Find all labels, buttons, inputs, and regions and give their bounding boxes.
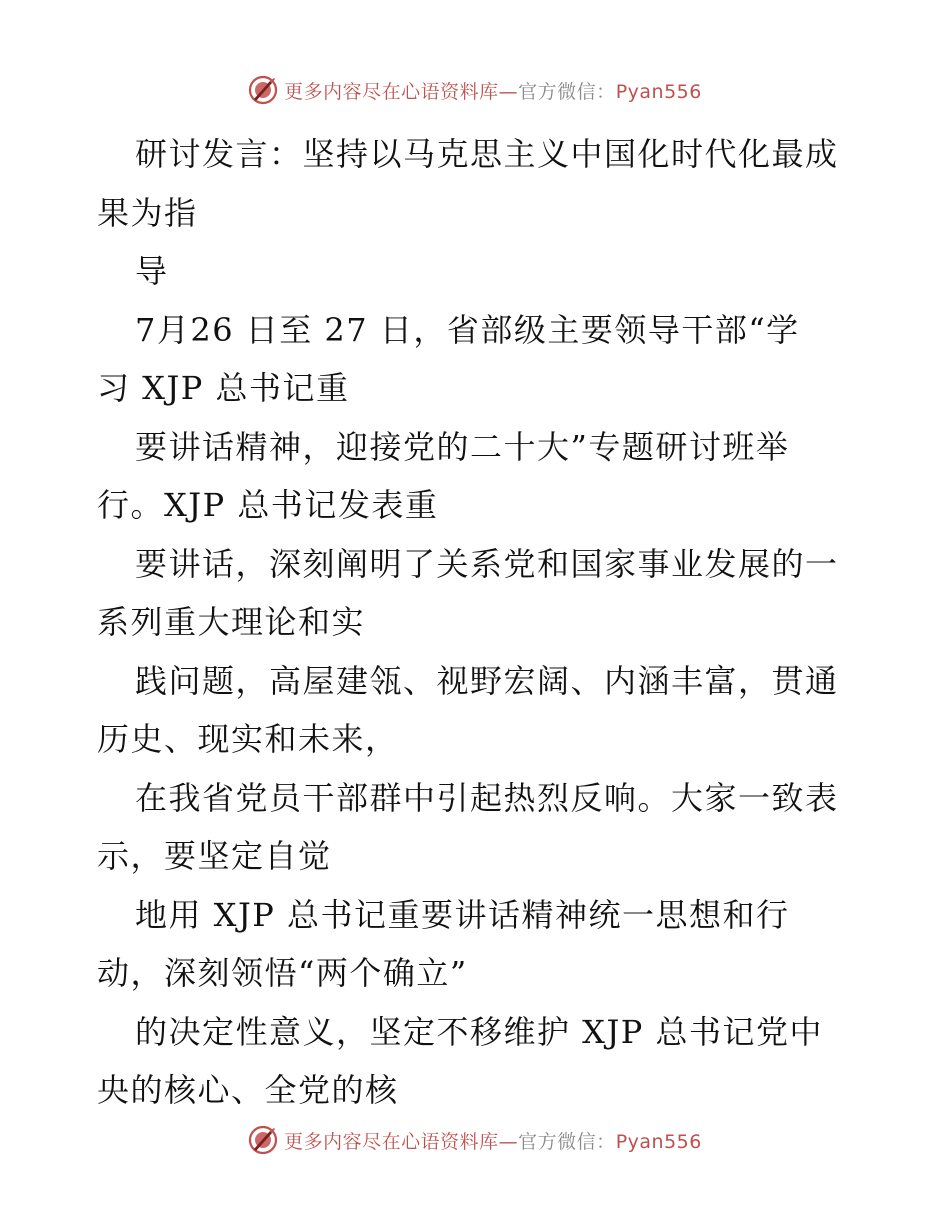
text-line: 示，要坚定自觉 xyxy=(97,837,332,875)
text-line: 在我省党员干部群中引起热烈反响。大家一致表 xyxy=(135,778,839,817)
text-line: 系列重大理论和实 xyxy=(97,603,366,641)
watermark-label: 官方微信： xyxy=(518,1130,616,1153)
text-line: 践问题，高屋建瓴、视野宏阔、内涵丰富，贯通 xyxy=(135,661,839,700)
quill-seal-icon xyxy=(248,75,278,105)
text-line: 历史、现实和未来， xyxy=(97,720,399,758)
watermark-brand: 更多内容尽在心语资料库 xyxy=(284,1130,499,1153)
text-line: 导 xyxy=(135,252,169,290)
watermark-account: Pyan556 xyxy=(615,1130,702,1153)
watermark-text xyxy=(284,1127,702,1154)
text-line: 央的核心、全党的核 xyxy=(97,1071,399,1109)
text-line: 习 XJP 总书记重 xyxy=(97,369,350,407)
watermark-account: Pyan556 xyxy=(615,80,702,103)
text-line: 果为指 xyxy=(97,193,198,232)
watermark-brand: 更多内容尽在心语资料库 xyxy=(284,80,499,103)
text-line: 的决定性意义，坚定不移维护 XJP 总书记党中 xyxy=(135,1012,823,1051)
text-line: 行。XJP 总书记发表重 xyxy=(97,486,439,524)
watermark-separator: — xyxy=(498,1130,519,1153)
text-line: 要讲话，深刻阐明了关系党和国家事业发展的一 xyxy=(135,544,839,583)
header-watermark-banner xyxy=(0,70,950,110)
text-line: 要讲话精神，迎接党的二十大”专题研讨班举 xyxy=(135,427,790,466)
watermark-text xyxy=(284,77,702,104)
text-line: 研讨发言：坚持以马克思主义中国化时代化最成 xyxy=(135,135,839,173)
text-line: 地用 XJP 总书记重要讲话精神统一思想和行 xyxy=(135,895,790,934)
watermark-label: 官方微信： xyxy=(518,80,616,103)
text-line: 动，深刻领悟“两个确立” xyxy=(97,954,468,992)
quill-seal-icon xyxy=(248,1125,278,1155)
watermark-separator: — xyxy=(498,80,519,103)
text-line: 7月26 日至 27 日，省部级主要领导干部“学 xyxy=(135,310,800,349)
footer-watermark-banner xyxy=(0,1120,950,1160)
document-body xyxy=(97,125,857,1120)
